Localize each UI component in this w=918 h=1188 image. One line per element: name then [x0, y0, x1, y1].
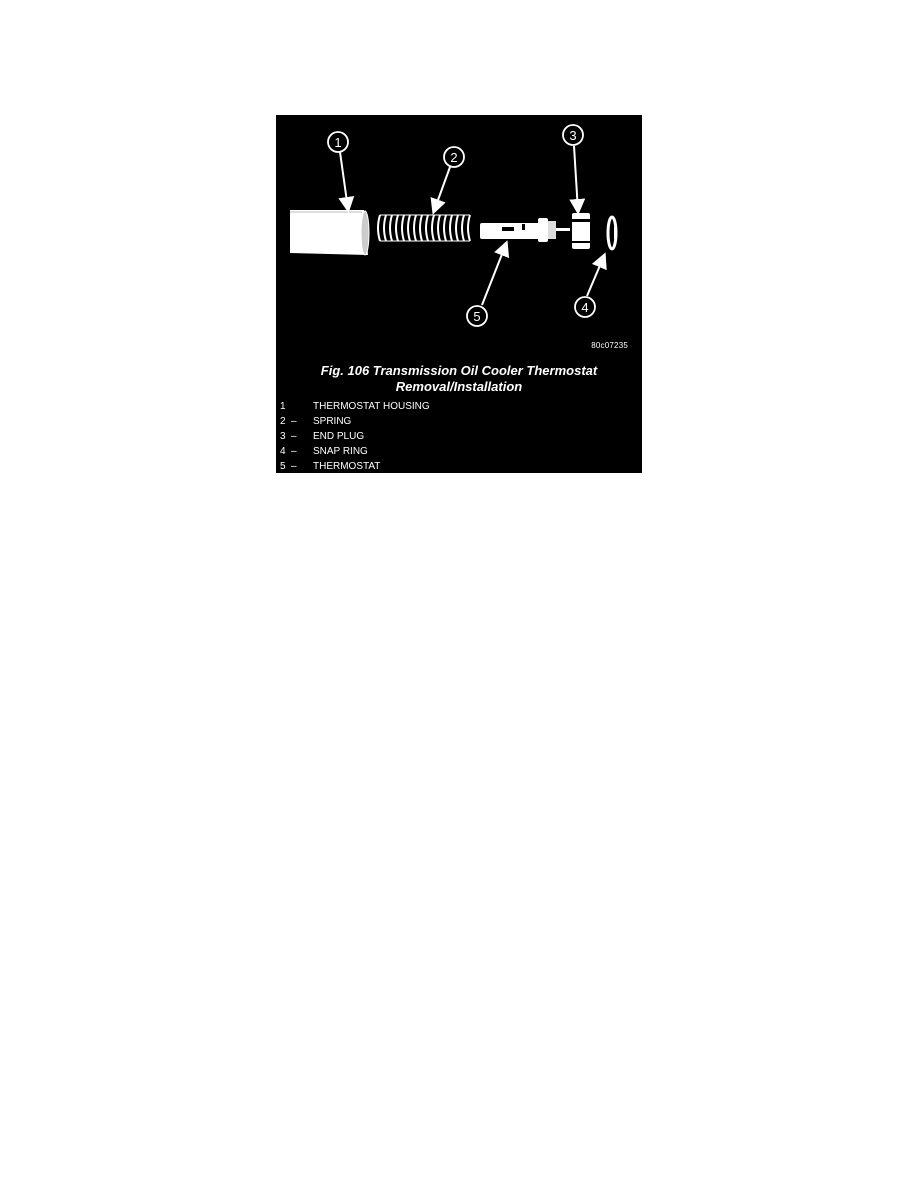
legend-number: 1: [280, 401, 286, 412]
callout-2-number: 2: [450, 150, 458, 165]
legend-label: THERMOSTAT: [313, 461, 381, 472]
callout-5-leader: [482, 244, 506, 305]
caption-line-2: Removal/Installation: [395, 379, 523, 394]
callout-3-number: 3: [569, 128, 577, 143]
legend-separator: –: [291, 416, 297, 427]
callout-3-leader: [574, 146, 578, 211]
figure-panel: [276, 115, 642, 473]
callout-4-number: 4: [581, 300, 589, 315]
legend-label: END PLUG: [313, 431, 365, 442]
caption-line-1: Fig. 106 Transmission Oil Cooler Thermostat: [320, 363, 598, 378]
legend-separator: –: [291, 446, 297, 457]
figure-caption: [276, 363, 642, 395]
legend-number: 5: [280, 461, 286, 472]
legend-item: [280, 444, 430, 459]
snap-ring-part: [608, 217, 617, 249]
callout-5-number: 5: [473, 309, 481, 324]
legend-separator: –: [291, 461, 297, 472]
figure-code: 80c07235: [591, 341, 628, 350]
legend-item: [280, 459, 430, 473]
legend-number: 4: [280, 446, 286, 457]
thermostat-part: [480, 218, 570, 242]
thermostat-exploded-illustration: [276, 115, 642, 355]
legend-item: [280, 399, 430, 414]
legend-separator: –: [291, 431, 297, 442]
callout-2-leader: [434, 167, 450, 211]
parts-legend: [280, 399, 430, 473]
legend-label: THERMOSTAT HOUSING: [313, 401, 430, 412]
legend-label: SNAP RING: [313, 446, 368, 457]
legend-item: [280, 414, 430, 429]
legend-item: [280, 429, 430, 444]
legend-number: 2: [280, 416, 286, 427]
thermostat-housing-part: [290, 210, 369, 255]
callout-4-leader: [587, 256, 604, 296]
legend-number: 3: [280, 431, 286, 442]
spring-part: [378, 215, 470, 241]
legend-label: SPRING: [313, 416, 352, 427]
callout-1-leader: [340, 152, 348, 209]
end-plug-part: [572, 213, 590, 249]
callout-1-number: 1: [334, 135, 342, 150]
